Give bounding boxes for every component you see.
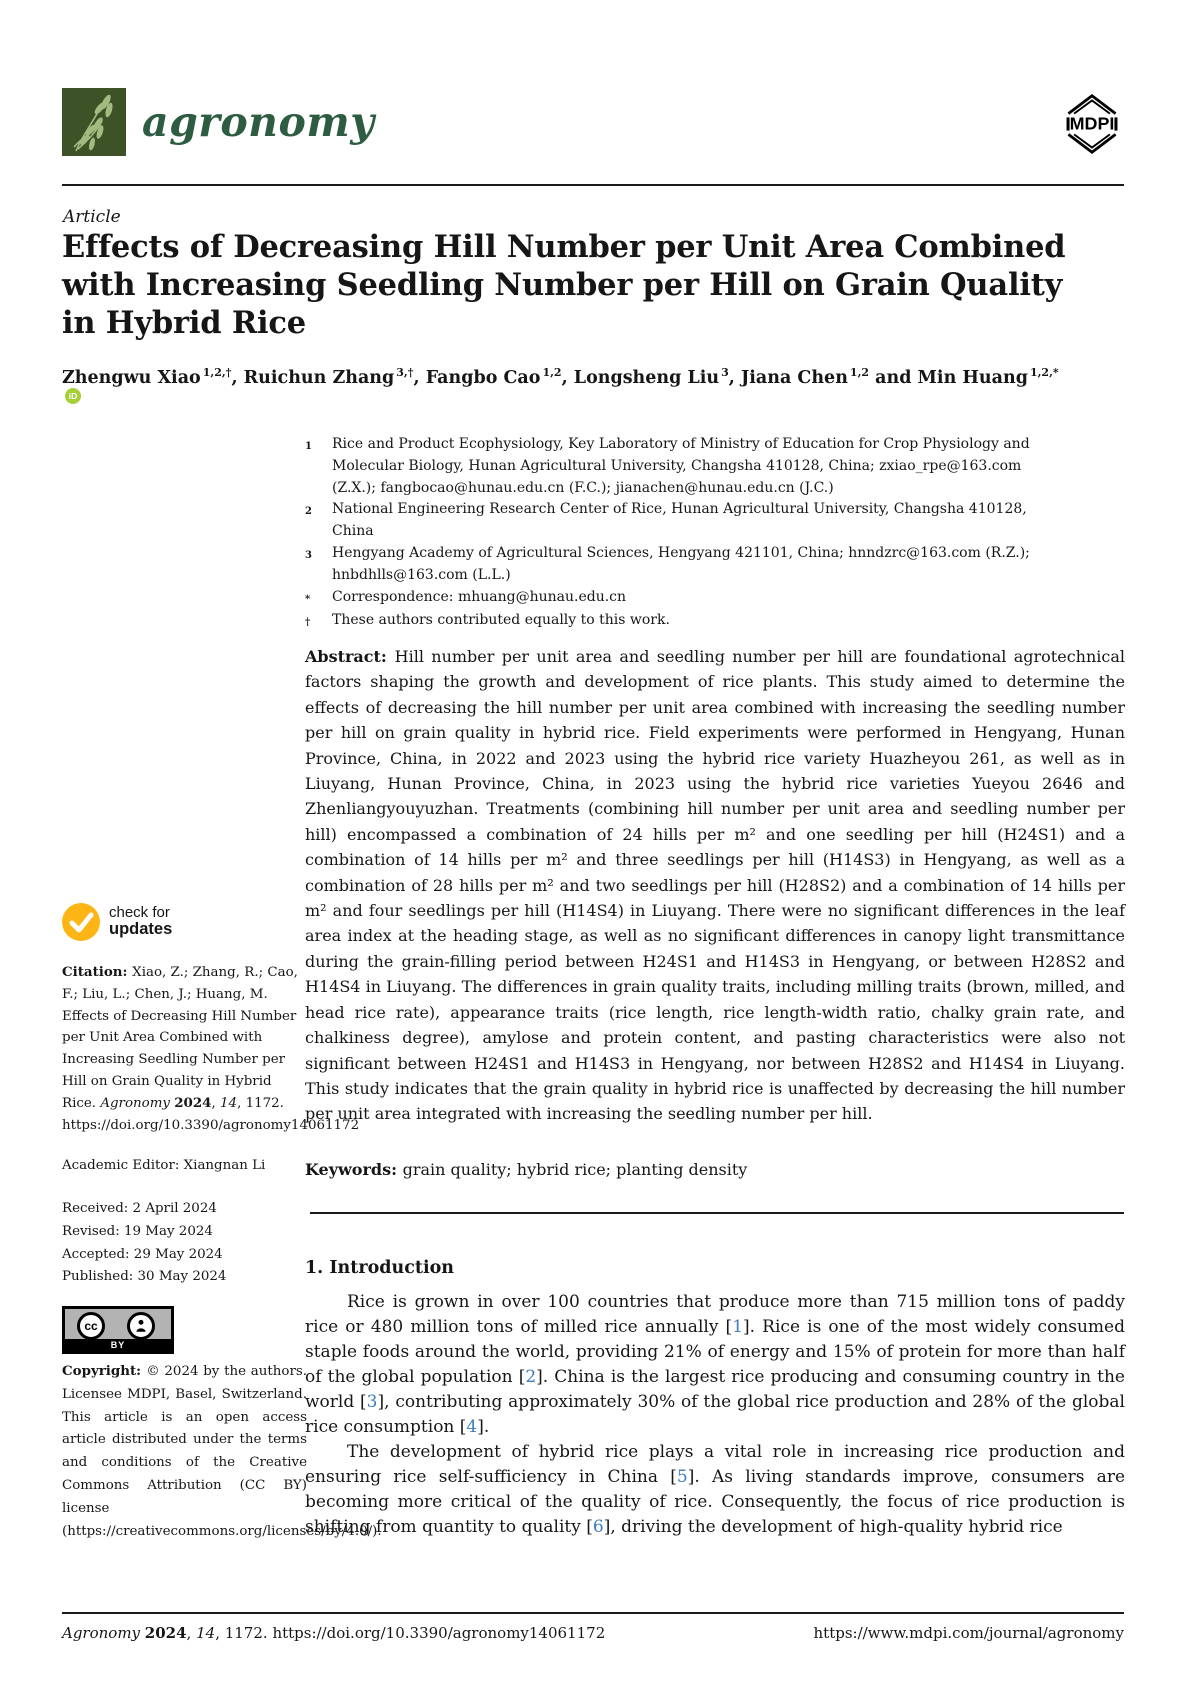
svg-text:MDPI: MDPI: [1069, 113, 1115, 134]
footer-volume: 14: [196, 1624, 216, 1642]
check-for-updates-badge[interactable]: [62, 903, 172, 941]
equal-contribution-marker: †: [305, 617, 311, 629]
introduction-text: [305, 1290, 1125, 1540]
citation-label: Citation:: [62, 964, 133, 980]
page-footer: [62, 1624, 1124, 1642]
check-icon: [62, 903, 100, 941]
footer-year: 2024: [144, 1624, 187, 1642]
cc-by-label: BY: [65, 1339, 171, 1351]
reference-link[interactable]: 1: [732, 1317, 744, 1337]
citation-journal: Agronomy: [100, 1095, 175, 1111]
author-name: Longsheng Liu $^3$,: [573, 366, 741, 388]
footer-citation: Agronomy 2024, 14, 1172. https://doi.org/10.3390/agronomy14061172: [62, 1624, 606, 1642]
article-history: [62, 1198, 307, 1289]
affiliation-text: Rice and Product Ecophysiology, Key Laboratory of Ministry of Education for Crop Physiology and Molecular Biology, Hunan Agricultural University, Changsha 410128, China; zxiao_rpe@163.com (Z.X.); fangbocao@hunau.edu.cn (F.C.); jianachen@hunau.edu.cn (J.C.): [332, 436, 1030, 496]
citation-doi-link[interactable]: https://doi.org/10.3390/agronomy14061172: [62, 1117, 360, 1133]
received-date: Received: 2 April 2024: [62, 1201, 217, 1216]
copyright-notice: [62, 1360, 382, 1543]
journal-name: agronomy: [142, 98, 375, 146]
author-name: Min Huang $^{1,2,*}$: [917, 366, 1059, 388]
author-affil-sup: 1,2,*: [1029, 366, 1059, 379]
citation-block: Citation: Xiao, Z.; Zhang, R.; Cao, F.; Liu, L.; Chen, J.; Huang, M. Effects of Decreasing Hill Number per Unit Area Combined with Increasing Seedling Number per Hill on Grain Quality in Hybrid Rice. Agronomy 2024, 14, 1172. https://doi.org/10.3390/agronomy14061172: [62, 964, 360, 1133]
reference-link[interactable]: 4: [466, 1417, 478, 1437]
attribution-person-icon: [127, 1312, 155, 1340]
citation-year: 2024: [174, 1094, 212, 1111]
revised-date: Revised: 19 May 2024: [62, 1223, 213, 1239]
correspondence-text: Correspondence: mhuang@hunau.edu.cn: [332, 588, 627, 605]
copyright-text: © 2024 by the authors. Licensee MDPI, Basel, Switzerland. This article is an open access article distributed under the terms and conditions of the Creative Commons Attribution (CC BY) license (https://creativecommons.org/licenses/by/4.0/).: [62, 1364, 382, 1539]
cc-by-license-badge[interactable]: [62, 1306, 174, 1354]
affiliation-text: Hengyang Academy of Agricultural Sciences, Hengyang 421101, China; hnndzrc@163.com (R.Z.); hnbdhlls@163.com (L.L.): [332, 544, 1030, 583]
paper-title: Effects of Decreasing Hill Number per Unit Area Combined with Increasing Seedling Number per Hill on Grain Quality in Hybrid Rice: [62, 229, 1066, 341]
journal-brand: [62, 88, 375, 156]
affiliation-text: National Engineering Research Center of Rice, Hunan Agricultural University, Changsha 410128, China: [332, 501, 1027, 540]
equal-contribution-text: These authors contributed equally to this work.: [332, 612, 670, 629]
author-name: Fangbo Cao $^{1,2}$,: [425, 366, 574, 388]
reference-link[interactable]: 5: [676, 1467, 688, 1487]
orcid-icon[interactable]: iD: [65, 388, 81, 404]
reference-link[interactable]: 2: [525, 1367, 537, 1387]
paragraph: Rice is grown in over 100 countries that produce more than 715 million tons of paddy rice or 480 million tons of milled rice annually [1]. Rice is one of the most widely consumed staple foods around the world, providing 21% of energy and 15% of protein for more than half of the global population [2]. China is the largest rice producing and consuming country in the world [3], contributing approximately 30% of the global rice production and 28% of the global rice consumption [4].: [305, 1292, 1125, 1437]
correspondence-marker: *: [305, 593, 311, 605]
keywords-text: grain quality; hybrid rice; planting density: [402, 1160, 748, 1179]
abstract-text: Hill number per unit area and seedling number per hill are foundational agrotechnical factors shaping the growth and development of rice plants. This study aimed to determine the effects of decreasing the hill number per unit area combined with increasing the seedling number per hill on grain quality in hybrid rice. Field experiments were performed in Hengyang, Hunan Province, China, in 2022 and 2023 using the hybrid rice variety Huazheyou 261, as well as in Liuyang, Hunan Province, China, in 2023 using the hybrid rice varieties Yueyou 2646 and Zhenliangyouyuzhan. Treatments (combining hill number per unit area and seedling number per hill) encompassed a combination of 24 hills per m² and one seedling per hill (H24S1) and a combination of 14 hills per m² and three seedlings per hill (H14S3) in Hengyang, as well as a combination of 28 hills per m² and two seedlings per hill (H28S2) and a combination of 14 hills per m² and four seedlings per hill (H14S4) in Liuyang. There were no significant differences in the leaf area index at the heading stage, as well as no significant differences in canopy light transmittance during the grain-filling period between H24S1 and H14S3 in Hengyang, or between H28S2 and H14S4 in Liuyang. The differences in grain quality traits, including milling traits (brown, milled, and head rice rate), appearance traits (rice length, rice length-width ratio, chalky grain rate, and chalkiness degree), amylose and protein content, and pasting characteristics were also not significant between H24S1 and H14S3 in Hengyang, nor between H28S2 and H14S4 in Liuyang. This study indicates that the grain quality in hybrid rice is unaffected by decreasing the hill number per unit area integrated with increasing the seedling number per hill.: [305, 647, 1126, 1124]
affiliation-row: [305, 543, 1095, 587]
cc-icon: cc: [77, 1312, 105, 1340]
article-type-label: Article: [63, 207, 121, 227]
footer-divider: [62, 1612, 1124, 1614]
academic-editor: Academic Editor: Xiangnan Li: [62, 1158, 266, 1173]
citation-volume: 14: [220, 1095, 238, 1111]
abstract-label: Abstract:: [305, 647, 395, 666]
affiliation-marker: 3: [305, 549, 312, 561]
journal-url-link[interactable]: https://www.mdpi.com/journal/agronomy: [813, 1624, 1124, 1642]
citation-text: Xiao, Z.; Zhang, R.; Cao, F.; Liu, L.; Chen, J.; Huang, M. Effects of Decreasing Hill Number per Unit Area Combined with Increasing Seedling Number per Hill on Grain Quality in Hybrid Rice.: [62, 965, 298, 1111]
abstract: [305, 644, 1125, 1127]
keywords: [305, 1160, 1125, 1179]
author-name: Jiana Chen $^{1,2}$ and: [740, 366, 918, 388]
accepted-date: Accepted: 29 May 2024: [62, 1246, 223, 1262]
author-affil-sup: 1,2,†: [202, 366, 232, 379]
equal-contribution-row: [305, 610, 1095, 634]
affiliations: [305, 434, 1095, 634]
reference-link[interactable]: 6: [592, 1517, 604, 1537]
affiliation-row: [305, 499, 1095, 543]
reference-link[interactable]: 3: [366, 1392, 378, 1412]
author-affil-sup: 3,†: [396, 366, 414, 379]
published-date: Published: 30 May 2024: [62, 1269, 227, 1285]
affiliation-marker: 2: [305, 506, 312, 518]
author-affil-sup: 1,2: [542, 366, 562, 379]
agronomy-wheat-logo-icon: [62, 88, 126, 156]
affiliation-marker: 1: [305, 441, 312, 452]
affiliation-row: [305, 434, 1095, 499]
correspondence-row: [305, 587, 1095, 611]
page-header: [62, 88, 1125, 160]
author-name: Ruichun Zhang $^{3,\dagger}$,: [243, 366, 426, 388]
section-heading-introduction: 1. Introduction: [305, 1258, 454, 1278]
copyright-label: Copyright:: [62, 1363, 147, 1379]
paragraph: The development of hybrid rice plays a vital role in increasing rice production and ensuring rice self-sufficiency in China [5]. As living standards improve, consumers are becoming more critical of the quality of rice. Consequently, the focus of rice production is shifting from quantity to quality [6], driving the development of high-quality hybrid rice: [305, 1442, 1126, 1537]
mdpi-logo-icon: [1059, 88, 1125, 160]
footer-doi-link[interactable]: https://doi.org/10.3390/agronomy14061172: [272, 1624, 606, 1642]
check-for-updates-label: check for updates: [109, 904, 173, 939]
section-divider: [310, 1212, 1124, 1214]
author-name: Zhengwu Xiao $^{1,2,\dagger}$,: [62, 366, 244, 388]
author-affil-sup: 1,2: [849, 366, 870, 379]
author-affil-sup: 3: [721, 366, 729, 379]
author-list: [62, 366, 1072, 411]
footer-journal-url: [814, 1624, 1125, 1642]
keywords-label: Keywords:: [305, 1160, 403, 1179]
header-divider: [62, 184, 1124, 186]
footer-journal: Agronomy: [62, 1624, 145, 1642]
